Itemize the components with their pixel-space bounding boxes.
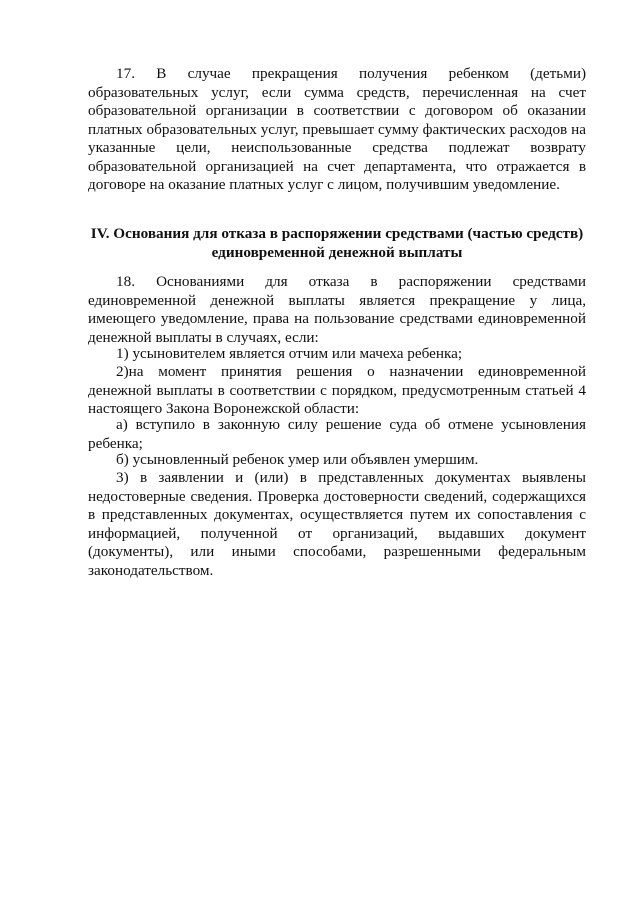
list-item-2: 2)на момент принятия решения о назначении единовременной денежной выплаты в соответствии с порядком, предусмотренным статьей 4 настоящего Закона Воронежской области:	[88, 363, 586, 417]
section-heading-iv: IV. Основания для отказа в распоряжении средствами (частью средств) единовременной денежной выплаты	[90, 225, 584, 261]
list-item-2b: б) усыновленный ребенок умер или объявлен умершим.	[116, 451, 479, 468]
paragraph-17: 17. В случае прекращения получения ребенком (детьми) образовательных услуг, если сумма средств, перечисленная на счет образовательной организации в соответствии с договором об оказании платных образовательных услуг, превышает сумму фактических расходов на указанные цели, неиспользованные средства подлежат возврату образовательной организацией на счет департамента, что отражается в договоре на оказание платных услуг с лицом, получившим уведомление.	[88, 65, 586, 193]
list-item-3: 3) в заявлении и (или) в представленных документах выявлены недостоверные сведения. Проверка достоверности сведений, содержащихся в представленных документах, осуществляется путем их сопоставления с информацией, полученной от организаций, выдавших документ (документы), или иными способами, разрешенными федеральным законодательством.	[88, 469, 586, 579]
list-item-1: 1) усыновителем является отчим или мачеха ребенка;	[116, 345, 463, 362]
list-item-2a: а) вступило в законную силу решение суда об отмене усыновления ребенка;	[88, 416, 586, 452]
paragraph-18: 18. Основаниями для отказа в распоряжении средствами единовременной денежной выплаты является прекращение у лица, имеющего уведомление, права на пользование средствами единовременной денежной выплаты в случаях, если:	[88, 273, 586, 346]
